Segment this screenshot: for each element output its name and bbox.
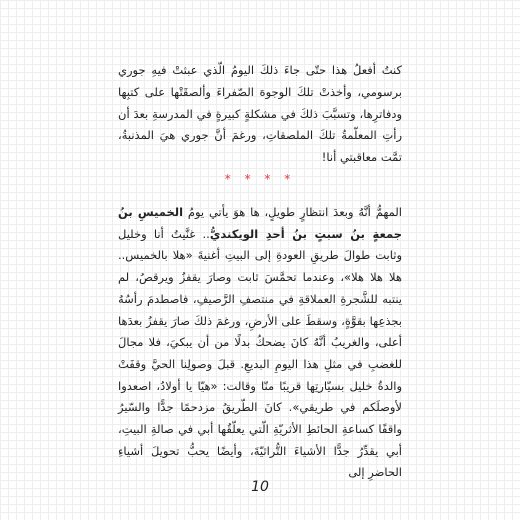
paragraph-1-text: كنتُ أفعلُ هذا حتّى جاءَ ذلكَ اليومُ الّذي عبثتْ فيهِ جوري برسومي، وأخذتْ تلكَ الوجوهَ الصّفراءَ وألصقَتْها على كتبِها ودفاترِها، وتسبَّبَ ذلكَ في مشكلةٍ كبيرةٍ في المدرسةِ بعدَ أن رأتِ المعلّمةُ تلكَ الملصقاتِ، ورغمَ أنَّ جوري هيَ المذنبةُ، تمَّت معاقبتي أنا! (118, 63, 402, 165)
page-number: 10 (251, 479, 269, 495)
paragraph-1 (118, 60, 402, 169)
paragraph-2-bold-name: الخميسِ بنُ جمعةٍ بنُ سبتٍ بنُ أحدِ الويكنديُّ (118, 205, 403, 241)
section-divider-stars: * * * * (224, 172, 296, 186)
paragraph-2-start: المهمُّ أنَّهُ وبعدَ انتظارٍ طويلٍ، ها هوَ يأتي يومُ (183, 205, 402, 219)
paragraph-2 (118, 202, 402, 484)
paragraph-2-text (118, 202, 402, 484)
paragraph-2-rest: .. غنَّيتُ أنا وخليل وثابت طوالَ طريقِ العودةِ إلى البيتِ أغنيةَ «هلا بالخميس.. هلا هلا هلا»، وعندما تحمَّسَ ثابت وصارَ يقفزُ ويرقصُ، لم ينتبه للشَّجرةِ العملاقةِ في منتصفِ الرَّصيفِ، فاصطدمَ رأسُهُ بجذعِها بقوَّةٍ، وسقطَ على الأرضِ، ورغمَ ذلكَ صارَ يقفزُ بعدَها أعلى، والغريبُ أنَّهُ كانَ يضحكُ بدلًا من أن يبكيَ، فلا مجالَ للغضبِ في مثلِ هذا اليومِ البديعِ. قبلَ وصولِنا الحيَّ وقفَتْ والدةُ خليل بسيّارتِها قريبًا منّا وقالت: «هيّا يا أولادُ، اصعدوا لأوصلَكم في طريقي». كانَ الطّريقُ مزدحمًا جدًّا والسّيرُ واقفًا كساعةِ الحائطِ الأثريّةِ الّتي يعلّقُها أبي في صالةِ البيتِ، أبي يقدِّرُ جدًّا الأشياءَ التُّراثيّةَ، وأيضًا يحبُّ تحويلَ أشياءِ الحاضرِ إلى (118, 226, 402, 480)
